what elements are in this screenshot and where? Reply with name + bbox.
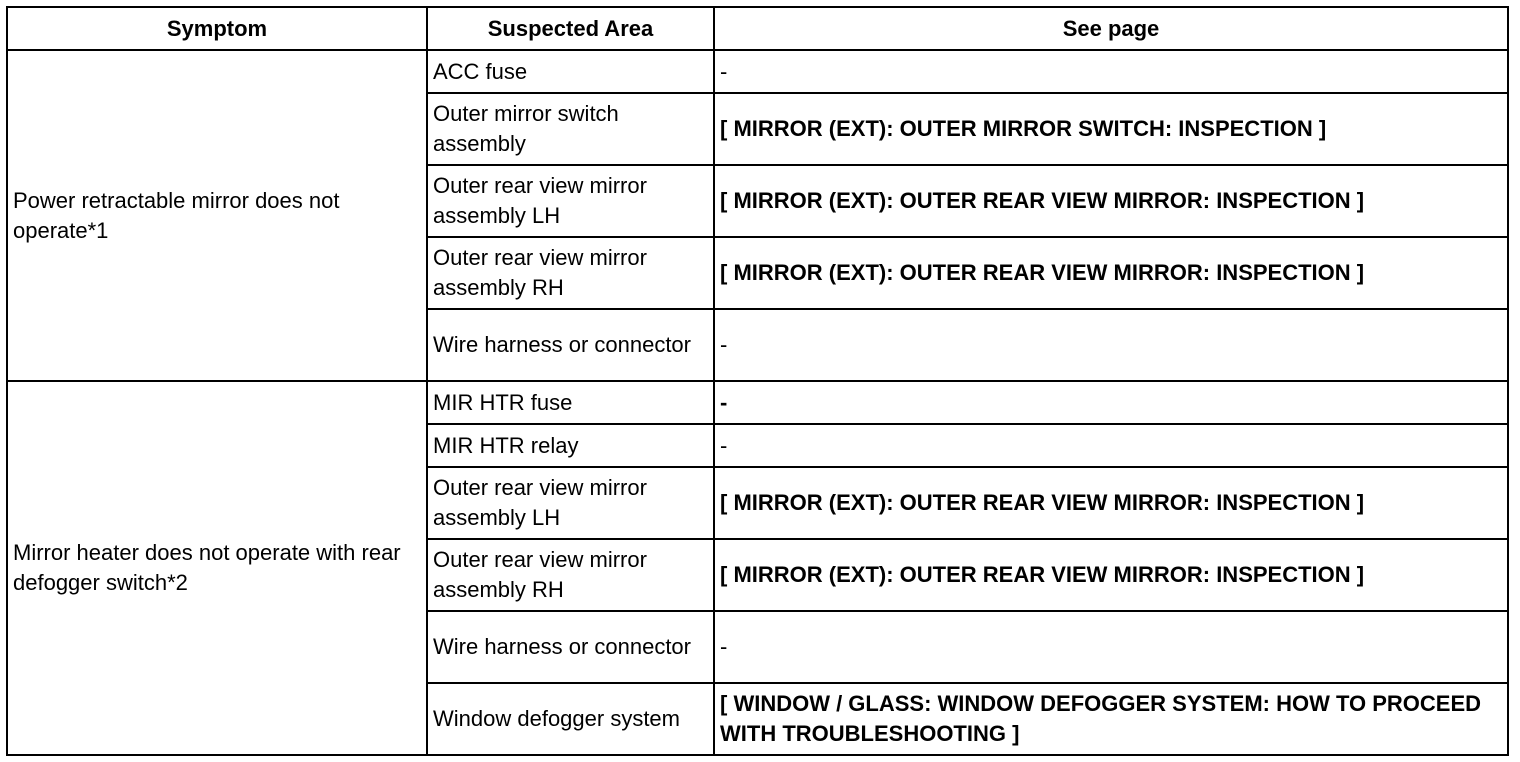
header-see-page: See page [714,7,1508,50]
table-row [7,381,1508,424]
suspected-area-cell: Wire harness or connector [427,611,714,683]
table-row [7,50,1508,93]
header-symptom: Symptom [7,7,427,50]
see-page-link[interactable]: [ MIRROR (EXT): OUTER REAR VIEW MIRROR: INSPECTION ] [714,539,1508,611]
see-page-link[interactable]: [ MIRROR (EXT): OUTER REAR VIEW MIRROR: INSPECTION ] [714,467,1508,539]
symptom-cell: Mirror heater does not operate with rear defogger switch*2 [7,381,427,755]
suspected-area-cell: Window defogger system [427,683,714,755]
see-page-cell: - [714,309,1508,381]
header-suspected-area: Suspected Area [427,7,714,50]
see-page-cell: - [714,424,1508,467]
suspected-area-cell: Outer mirror switch assembly [427,93,714,165]
troubleshooting-table [6,6,1509,756]
suspected-area-cell: MIR HTR fuse [427,381,714,424]
see-page-link[interactable]: [ MIRROR (EXT): OUTER MIRROR SWITCH: INSPECTION ] [714,93,1508,165]
suspected-area-cell: Outer rear view mirror assembly RH [427,539,714,611]
suspected-area-cell: Wire harness or connector [427,309,714,381]
header-row [7,7,1508,50]
see-page-link[interactable]: [ WINDOW / GLASS: WINDOW DEFOGGER SYSTEM: HOW TO PROCEED WITH TROUBLESHOOTING ] [714,683,1508,755]
troubleshooting-table-container [6,6,1509,756]
suspected-area-cell: ACC fuse [427,50,714,93]
suspected-area-cell: Outer rear view mirror assembly RH [427,237,714,309]
suspected-area-cell: Outer rear view mirror assembly LH [427,165,714,237]
see-page-cell: - [714,50,1508,93]
suspected-area-cell: MIR HTR relay [427,424,714,467]
see-page-link[interactable]: [ MIRROR (EXT): OUTER REAR VIEW MIRROR: INSPECTION ] [714,165,1508,237]
see-page-cell: - [714,381,1508,424]
symptom-cell: Power retractable mirror does not operate*1 [7,50,427,381]
see-page-link[interactable]: [ MIRROR (EXT): OUTER REAR VIEW MIRROR: INSPECTION ] [714,237,1508,309]
see-page-cell: - [714,611,1508,683]
suspected-area-cell: Outer rear view mirror assembly LH [427,467,714,539]
